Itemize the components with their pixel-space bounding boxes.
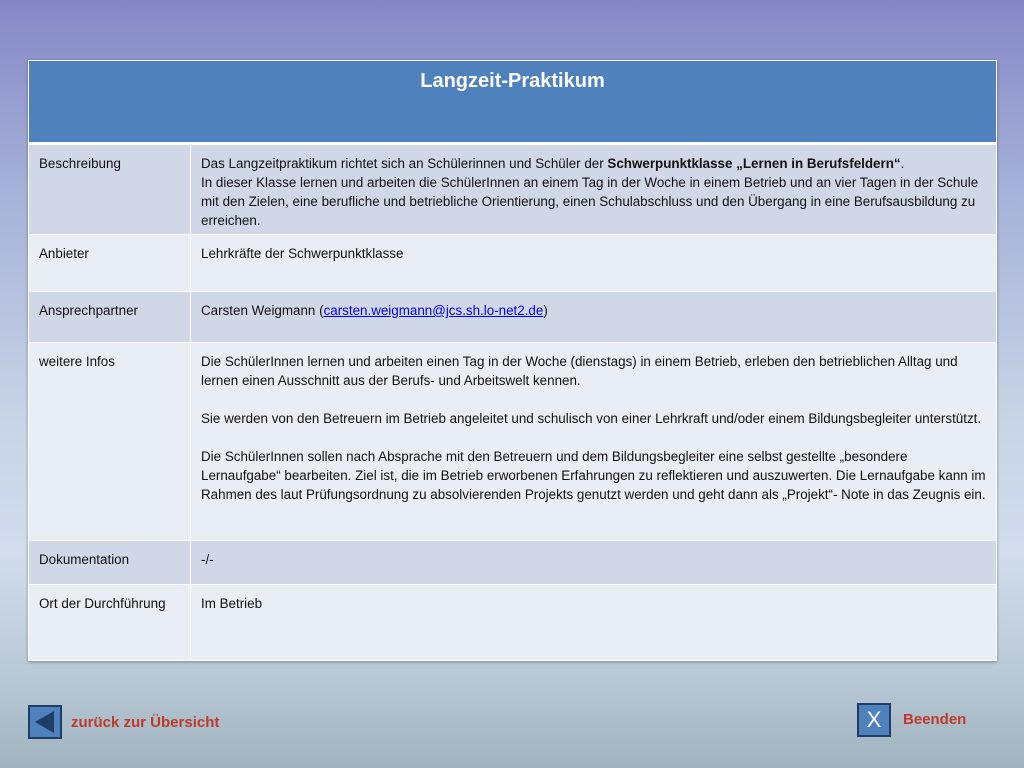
table-row-weitere-infos: [29, 343, 997, 541]
row-label-ansprechpartner: Ansprechpartner: [29, 292, 191, 343]
row-value-beschreibung: [191, 144, 997, 235]
table-title-cell: [29, 61, 997, 144]
quit-button[interactable]: [857, 703, 891, 737]
table-row-dokumentation: [29, 541, 997, 585]
row-value-dokumentation: -/-: [191, 541, 997, 585]
beschreibung-text-detail: In dieser Klasse lernen und arbeiten die SchülerInnen an einem Tag in der Woche in einem Betrieb und an vier Tagen in der Schule mit den Zielen, eine berufliche und betriebliche Orientierung, einen Schulabschluss und den Übergang in eine Berufsausbildung zu erreichen.: [201, 175, 979, 228]
contact-name: Carsten Weigmann (: [201, 303, 324, 318]
back-button[interactable]: [28, 705, 62, 739]
info-table: [28, 60, 997, 661]
contact-close-paren: ): [543, 303, 548, 318]
table-row-anbieter: [29, 235, 997, 292]
table-row-ansprechpartner: [29, 292, 997, 343]
table-header-row: [29, 61, 997, 144]
beschreibung-bold-class-name: Schwerpunktklasse „Lernen in Berufsfeldern“: [607, 156, 901, 171]
weitere-infos-paragraph-1: Die SchülerInnen lernen und arbeiten einen Tag in der Woche (dienstags) in einem Betrieb, erleben den betrieblichen Alltag und lernen einen Ausschnitt aus der Berufs- und Arbeitswelt kennen.: [201, 354, 958, 388]
weitere-infos-paragraph-2: Sie werden von den Betreuern im Betrieb angeleitet und schulisch von einer Lehrkraft und/oder einem Bildungsbegleiter unterstützt.: [201, 411, 982, 426]
row-label-weitere-infos: weitere Infos: [29, 343, 191, 541]
row-label-beschreibung: Beschreibung: [29, 144, 191, 235]
row-value-anbieter: Lehrkräfte der Schwerpunktklasse: [191, 235, 997, 292]
table-title: Langzeit-Praktikum: [420, 70, 605, 92]
row-value-ansprechpartner: [191, 292, 997, 343]
beschreibung-text-intro: Das Langzeitpraktikum richtet sich an Schülerinnen und Schüler der: [201, 156, 608, 171]
row-value-ort: Im Betrieb: [191, 585, 997, 661]
back-to-overview-link[interactable]: zurück zur Übersicht: [71, 714, 220, 731]
table-row-ort: [29, 585, 997, 661]
table-row-beschreibung: [29, 144, 997, 235]
row-label-anbieter: Anbieter: [29, 235, 191, 292]
weitere-infos-paragraph-3: Die SchülerInnen sollen nach Absprache mit den Betreuern und dem Bildungsbegleiter eine selbst gestellte „besondere Lernaufgabe“ bearbeiten. Ziel ist, die im Betrieb erworbenen Erfahrungen zu reflektieren und auszuwerten. Die Lernaufgabe kann im Rahmen des laut Prüfungsordnung zu absolvierenden Projekts genutzt werden und geht dann als „Projekt“- Note in das Zeugnis ein.: [201, 449, 986, 502]
close-x-icon: X: [866, 707, 882, 732]
quit-link[interactable]: Beenden: [903, 711, 967, 728]
row-value-weitere-infos: [191, 343, 997, 541]
contact-email-link[interactable]: carsten.weigmann@jcs.sh.lo-net2.de: [323, 303, 544, 318]
row-label-ort: Ort der Durchführung: [29, 585, 191, 661]
left-arrow-icon: [32, 709, 58, 735]
info-table-container: [28, 60, 997, 661]
row-label-dokumentation: Dokumentation: [29, 541, 191, 585]
beschreibung-text-period: .: [900, 156, 905, 171]
